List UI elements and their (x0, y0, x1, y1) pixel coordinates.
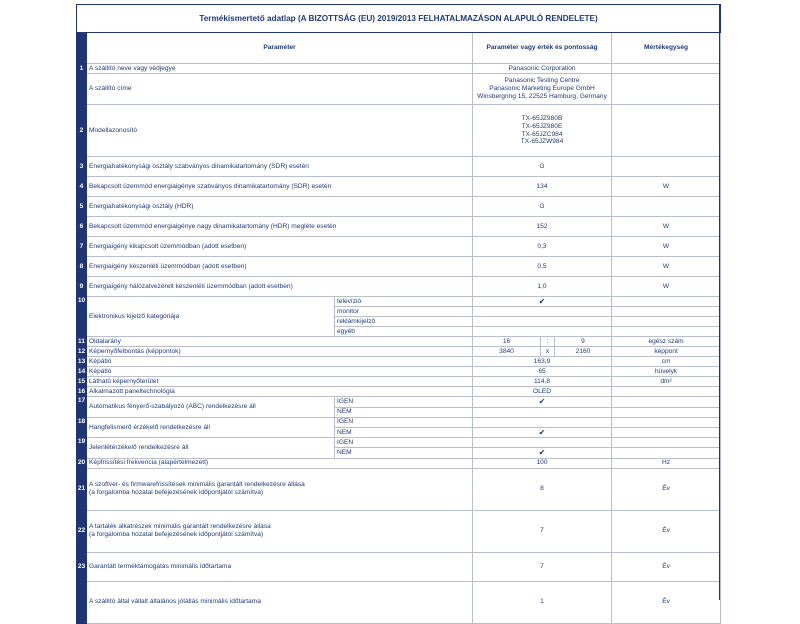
param-unit: Hz (612, 458, 721, 468)
param-label: Jelenlétérzékelő rendelkezésre áll (87, 438, 335, 458)
param-label: Képfrissítési frekvencia (alapértelmezett) (87, 458, 473, 468)
param-unit: Év (612, 510, 721, 552)
row-number: 10 (77, 297, 87, 337)
label-line: (a forgalomba hozatal befejezésének időpontjától számítva) (89, 489, 264, 497)
label-line: A tartalék alkatrészek minimális garantált rendelkezésre állása (89, 523, 271, 531)
row-number: 17 (77, 397, 87, 417)
table-row (77, 277, 721, 297)
param-label: Képernyőfelbontás (képpontok) (87, 347, 473, 357)
param-value: 134 (473, 177, 612, 197)
row-number (77, 74, 87, 105)
display-category-option: televízió (335, 297, 473, 307)
row-number-header (77, 33, 87, 64)
param-unit: egész szám (612, 337, 721, 347)
option-no: NEM (335, 407, 473, 417)
row-number: 19 (77, 438, 87, 458)
param-unit (612, 327, 721, 337)
param-unit (612, 74, 721, 105)
param-label: A szállító által vállalt általános jótállás minimális időtartama (87, 581, 473, 623)
table-row (77, 64, 721, 74)
param-unit: cm (612, 357, 721, 367)
row-number: 1 (77, 64, 87, 74)
table-row (77, 297, 721, 307)
label-line: A szoftver- és firmwarefrissítések minimális garantált rendelkezésre állása (89, 481, 305, 489)
param-unit: dm² (612, 377, 721, 387)
param-value (473, 417, 612, 427)
param-label: Automatikus fényerő-szabályozó (ABC) rendelkezésre áll (87, 397, 335, 417)
checkmark-icon: ✔ (473, 427, 612, 437)
row-number: 16 (77, 388, 86, 396)
table-row (77, 367, 721, 377)
param-unit (612, 417, 721, 427)
param-value: G (473, 157, 612, 177)
model-id: TX-65JZC984 (521, 130, 563, 138)
option-no: NEM (335, 448, 473, 458)
param-value: 100 (473, 458, 612, 468)
display-category-option: monitor (335, 307, 473, 317)
param-unit: W (612, 237, 721, 257)
param-label: Látható képernyőterület (87, 377, 473, 387)
param-value: 114,8 (473, 377, 612, 387)
row-number: 11 (78, 338, 85, 346)
resolution-width: 3840 (473, 347, 541, 357)
header-value: Paraméter vagy érték és pontosság (473, 33, 612, 64)
table-row (77, 74, 721, 105)
param-value: 7 (473, 510, 612, 552)
param-value: 8 (473, 468, 612, 510)
param-label: Bekapcsolt üzemmód energiaigénye szabványos dinamikatartomány (SDR) esetén (87, 177, 473, 197)
param-value (473, 307, 612, 317)
param-unit (612, 157, 721, 177)
row-number: 5 (77, 197, 87, 217)
row-number: 23 (77, 552, 87, 581)
table-row (77, 217, 721, 237)
row-number: 3 (77, 157, 87, 177)
model-id: TX-65JZ980B (521, 114, 563, 122)
param-value (473, 327, 612, 337)
param-label: Képátló (87, 367, 473, 377)
row-number: 6 (77, 217, 87, 237)
param-unit: Év (612, 468, 721, 510)
row-number: 22 (77, 510, 87, 552)
checkmark-icon: ✔ (473, 448, 612, 458)
table-row (77, 177, 721, 197)
param-label: Energiaigény készenléti üzemmódban (adott esetben) (87, 257, 473, 277)
param-value: 0,3 (473, 237, 612, 257)
param-label: Bekapcsolt üzemmód energiaigénye nagy dinamikatartomány (HDR) megléte esetén (87, 217, 473, 237)
param-unit (612, 407, 721, 417)
param-unit (612, 317, 721, 327)
table-row (77, 347, 721, 357)
param-value: 152 (473, 217, 612, 237)
address-line: Winsbergring 15, 22525 Hamburg, Germany (477, 92, 607, 100)
param-label: Modellazonosító (87, 105, 473, 157)
row-number: 18 (77, 417, 87, 437)
param-label (87, 468, 473, 510)
param-label: A szállító címe (87, 74, 473, 105)
param-value: Panasonic Corporation (473, 64, 612, 74)
param-unit: hüvelyk (612, 367, 721, 377)
option-yes: IGEN (335, 438, 473, 448)
row-number: 8 (77, 257, 87, 277)
param-value (473, 74, 612, 105)
param-value (473, 105, 612, 157)
table-row (77, 552, 721, 581)
row-number: 7 (77, 237, 87, 257)
param-label: Alkalmazott paneltechnológia (87, 387, 473, 397)
table-row (77, 237, 721, 257)
header-parameter: Paraméter (87, 33, 473, 64)
product-information-sheet (76, 4, 720, 624)
param-unit (612, 438, 721, 448)
separator: x (541, 347, 555, 357)
param-value: 1,0 (473, 277, 612, 297)
table-row (77, 438, 721, 448)
param-value: 163,9 (473, 357, 612, 367)
aspect-ratio-height: 9 (555, 337, 612, 347)
datasheet-table (76, 4, 721, 624)
param-label: Hangfelismerő érzékelő rendelkezésre áll (87, 417, 335, 437)
param-unit: W (612, 217, 721, 237)
table-row (77, 397, 721, 407)
label-line: (a forgalomba hozatal befejezésének időpontjától számítva) (89, 531, 264, 539)
header-unit: Mértékegység (612, 33, 721, 64)
option-no: NEM (335, 427, 473, 437)
param-unit (612, 297, 721, 307)
param-value: 7 (473, 552, 612, 581)
param-label: Garantált terméktámogatás minimális időtartama (87, 552, 473, 581)
display-category-option: egyéb (335, 327, 473, 337)
param-label: Energiaigény hálózatvezérelt készenléti üzemmódban (adott esetben) (87, 277, 473, 297)
aspect-ratio-width: 16 (473, 337, 541, 347)
resolution-height: 2160 (555, 347, 612, 357)
param-unit (612, 427, 721, 437)
address-line: Panasonic Marketing Europe GmbH (489, 85, 595, 93)
model-id: TX-65JZW984 (520, 138, 564, 146)
param-value: 65 (473, 367, 612, 377)
param-label: Elektronikus kijelző kategóriája (87, 297, 335, 337)
param-label: Energiaigény kikapcsolt üzemmódban (adott esetben) (87, 237, 473, 257)
table-row (77, 468, 721, 510)
param-unit (612, 197, 721, 217)
table-row (77, 417, 721, 427)
param-unit (612, 448, 721, 458)
table-row (77, 357, 721, 367)
param-unit (612, 387, 721, 397)
option-yes: IGEN (335, 397, 473, 407)
checkmark-icon: ✔ (473, 297, 612, 307)
param-unit: W (612, 177, 721, 197)
param-value: 1 (473, 581, 612, 623)
table-row (77, 197, 721, 217)
param-label: Képátló (87, 357, 473, 367)
separator: : (541, 337, 555, 347)
display-category-option: reklámkijelző (335, 317, 473, 327)
param-value (473, 407, 612, 417)
table-row (77, 257, 721, 277)
param-value: OLED (473, 387, 612, 397)
param-unit: képpont (612, 347, 721, 357)
param-unit (612, 105, 721, 157)
param-label: A szállító neve vagy védjegye (87, 64, 473, 74)
row-number: 12 (77, 348, 86, 356)
table-row (77, 157, 721, 177)
param-value: 0,5 (473, 257, 612, 277)
row-number: 4 (77, 177, 87, 197)
param-unit (612, 397, 721, 407)
model-id: TX-65JZ980E (521, 122, 563, 130)
param-label: Energiahatékonysági osztály szabványos dinamikatartomány (SDR) esetén (87, 157, 473, 177)
table-row (77, 510, 721, 552)
param-unit: Év (612, 552, 721, 581)
row-number: 13 (77, 358, 86, 366)
row-number: 21 (77, 468, 87, 510)
param-value (473, 317, 612, 327)
param-unit: W (612, 277, 721, 297)
table-row (77, 105, 721, 157)
param-label: Oldalarány (87, 337, 473, 347)
table-row (77, 458, 721, 468)
table-row (77, 377, 721, 387)
table-row (77, 581, 721, 623)
address-line: Panasonic Testing Centre (504, 77, 580, 85)
row-number: 15 (77, 378, 86, 386)
param-label (87, 510, 473, 552)
table-row (77, 387, 721, 397)
row-number (77, 581, 87, 623)
row-number: 9 (77, 277, 87, 297)
row-number: 2 (77, 105, 87, 157)
param-unit (612, 307, 721, 317)
param-unit: Év (612, 581, 721, 623)
param-value: G (473, 197, 612, 217)
row-number: 20 (77, 459, 86, 467)
param-unit (612, 64, 721, 74)
param-unit: W (612, 257, 721, 277)
checkmark-icon: ✔ (473, 397, 612, 407)
param-value (473, 438, 612, 448)
param-label: Energiahatékonysági osztály (HDR) (87, 197, 473, 217)
page-title: Termékismertető adatlap (A BIZOTTSÁG (EU) 2019/2013 FELHATALMAZÁSON ALAPULÓ RENDELETE) (77, 5, 721, 33)
table-row (77, 337, 721, 347)
row-number: 14 (77, 368, 86, 376)
option-yes: IGEN (335, 417, 473, 427)
